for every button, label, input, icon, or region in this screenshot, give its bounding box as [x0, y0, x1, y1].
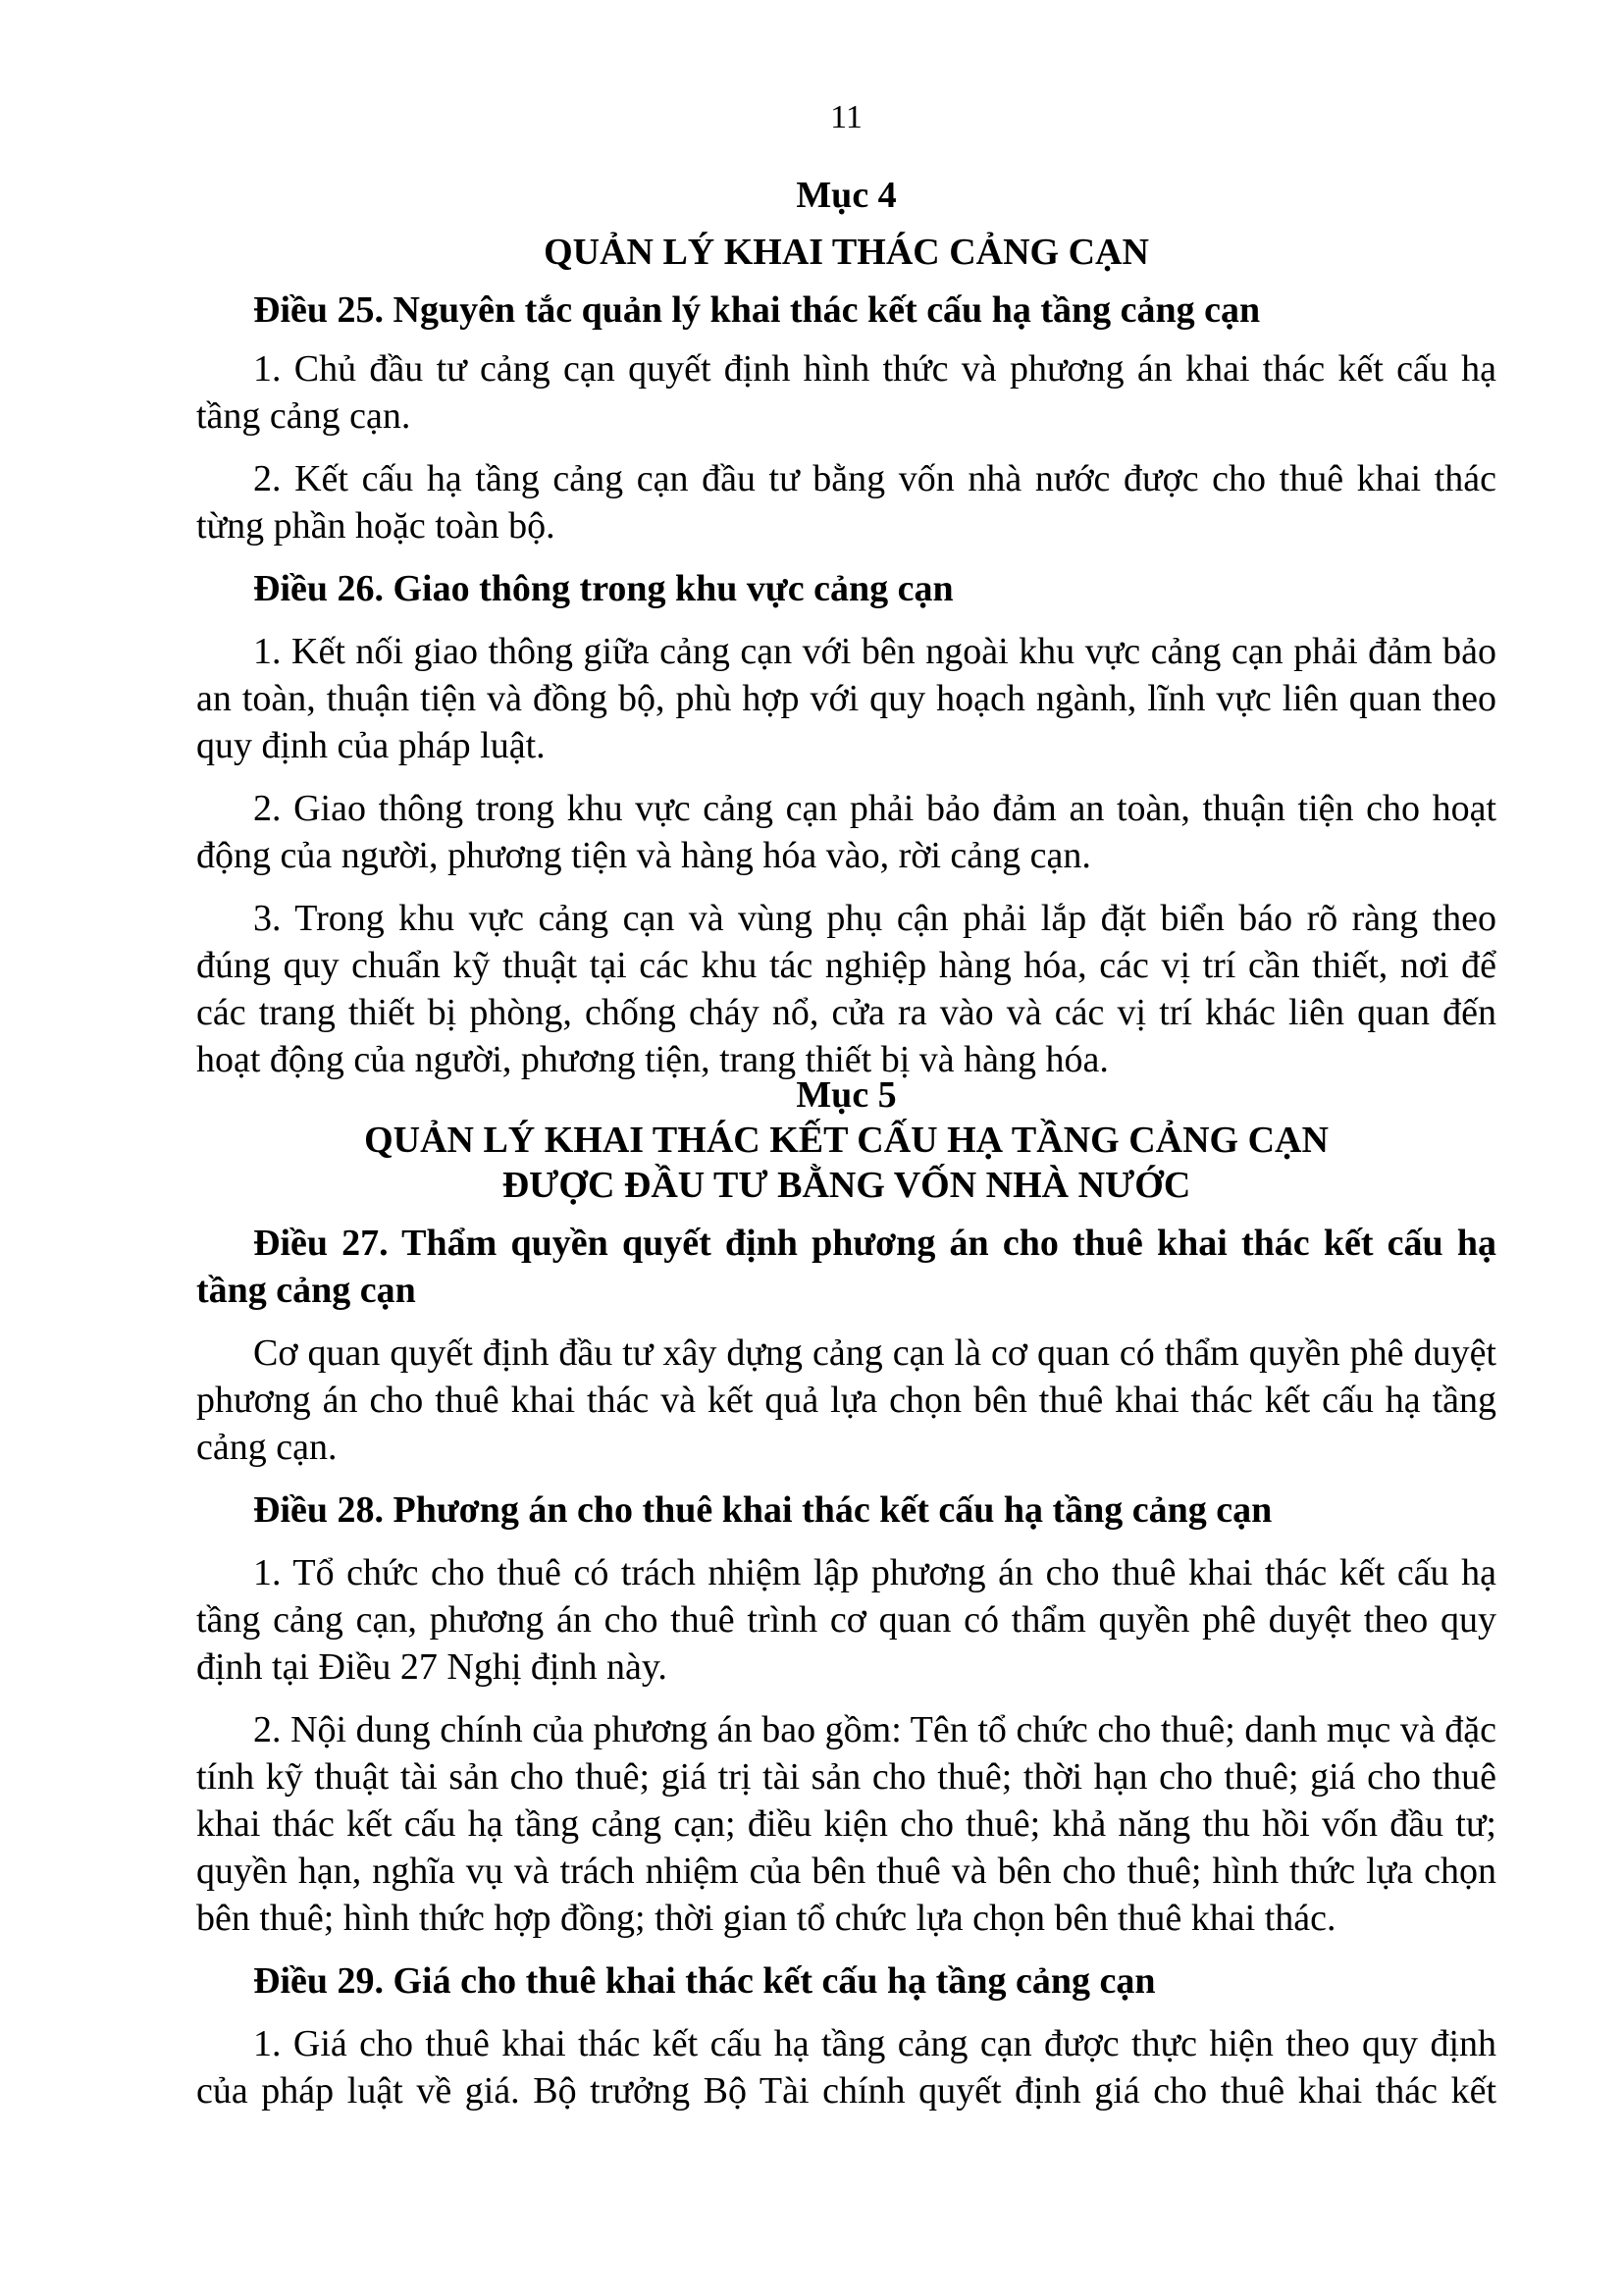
article-29 — [196, 1957, 1496, 2114]
article-paragraph: 1. Kết nối giao thông giữa cảng cạn với bên ngoài khu vực cảng cạn phải đảm bảo an toàn, thuận tiện và đồng bộ, phù hợp với quy hoạch ngành, lĩnh vực liên quan theo quy định của pháp luật. — [196, 631, 1496, 766]
section-muc-5 — [196, 1072, 1496, 2114]
section-label: Mục 5 — [796, 1074, 897, 1116]
article-paragraph: 1. Chủ đầu tư cảng cạn quyết định hình thức và phương án khai thác kết cấu hạ tầng cảng cạn. — [196, 348, 1496, 437]
article-paragraph: Cơ quan quyết định đầu tư xây dựng cảng cạn là cơ quan có thẩm quyền phê duyệt phương án cho thuê khai thác và kết quả lựa chọn bên thuê khai thác kết cấu hạ tầng cảng cạn. — [196, 1332, 1496, 1468]
section-label: Mục 4 — [796, 175, 897, 216]
article-paragraph: 1. Giá cho thuê khai thác kết cấu hạ tầng cảng cạn được thực hiện theo quy định của pháp luật về giá. Bộ trưởng Bộ Tài chính quyết định giá cho thuê khai thác kết — [196, 2023, 1496, 2112]
article-paragraph: 1. Tổ chức cho thuê có trách nhiệm lập phương án cho thuê khai thác kết cấu hạ tầng cảng cạn, phương án cho thuê trình cơ quan có thẩm quyền phê duyệt theo quy định tại Điều 27 Nghị định này. — [196, 1552, 1496, 1688]
article-title: Điều 28. Phương án cho thuê khai thác kết cấu hạ tầng cảng cạn — [253, 1489, 1273, 1531]
article-26 — [196, 565, 1496, 1083]
article-paragraph: 2. Kết cấu hạ tầng cảng cạn đầu tư bằng vốn nhà nước được cho thuê khai thác từng phần hoặc toàn bộ. — [196, 458, 1496, 547]
section-muc-4 — [196, 173, 1496, 1083]
article-25 — [196, 287, 1496, 565]
section-title: QUẢN LÝ KHAI THÁC CẢNG CẠN — [544, 232, 1149, 273]
article-28 — [196, 1487, 1496, 1957]
article-title: Điều 25. Nguyên tắc quản lý khai thác kết cấu hạ tầng cảng cạn — [253, 289, 1261, 331]
article-paragraph: 3. Trong khu vực cảng cạn và vùng phụ cận phải lắp đặt biển báo rõ ràng theo đúng quy chuẩn kỹ thuật tại các khu tác nghiệp hàng hóa, các vị trí cần thiết, nơi để các trang thiết bị phòng, chống cháy nổ, cửa ra vào và các vị trí khác liên quan đến hoạt động của người, phương tiện, trang thiết bị và hàng hóa. — [196, 898, 1496, 1080]
article-title: Điều 29. Giá cho thuê khai thác kết cấu hạ tầng cảng cạn — [253, 1960, 1156, 2002]
page-number: 11 — [830, 99, 863, 135]
article-paragraph: 2. Giao thông trong khu vực cảng cạn phải bảo đảm an toàn, thuận tiện cho hoạt động của người, phương tiện và hàng hóa vào, rời cảng cạn. — [196, 788, 1496, 876]
article-title: Điều 26. Giao thông trong khu vực cảng cạn — [253, 568, 954, 609]
article-27 — [196, 1220, 1496, 1487]
article-title: Điều 27. Thẩm quyền quyết định phương án cho thuê khai thác kết cấu hạ tầng cảng cạn — [196, 1223, 1496, 1311]
article-paragraph: 2. Nội dung chính của phương án bao gồm: Tên tổ chức cho thuê; danh mục và đặc tính kỹ thuật tài sản cho thuê; giá trị tài sản cho thuê; thời hạn cho thuê; giá cho thuê khai thác kết cấu hạ tầng cảng cạn; điều kiện cho thuê; khả năng thu hồi vốn đầu tư; quyền hạn, nghĩa vụ và trách nhiệm của bên thuê và bên cho thuê; hình thức lựa chọn bên thuê; hình thức hợp đồng; thời gian tổ chức lựa chọn bên thuê khai thác. — [196, 1709, 1496, 1939]
section-title-line-1: QUẢN LÝ KHAI THÁC KẾT CẤU HẠ TẦNG CẢNG CẠN — [364, 1120, 1329, 1161]
section-title-line-2: ĐƯỢC ĐẦU TƯ BẰNG VỐN NHÀ NƯỚC — [501, 1165, 1191, 1206]
